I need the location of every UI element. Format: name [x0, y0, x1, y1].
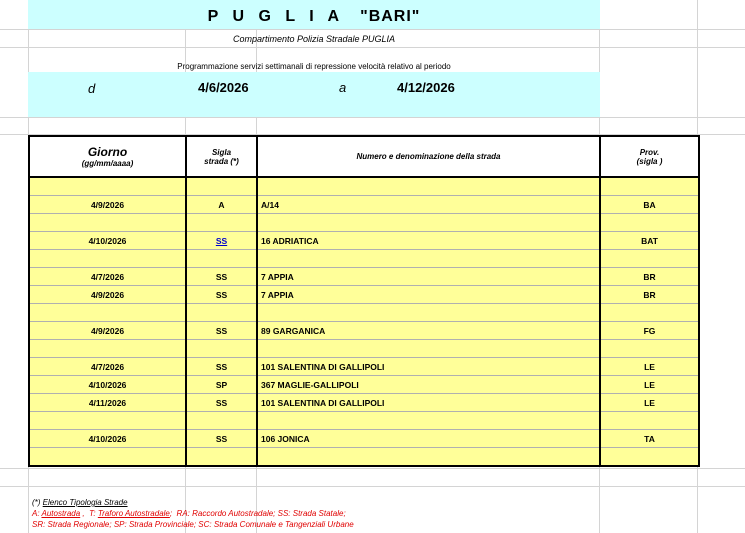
- cell-prov: [600, 412, 699, 430]
- table-row: [29, 376, 699, 394]
- cell-sigla: SS: [186, 286, 257, 304]
- cell-prov: [600, 177, 699, 196]
- cell-sigla: [186, 177, 257, 196]
- cell-prov: [600, 214, 699, 232]
- program-description: Programmazione servizi settimanali di repressione velocità relativo al periodo: [177, 62, 451, 71]
- cell-road: [257, 448, 600, 467]
- table-row: [29, 358, 699, 376]
- cell-prov: FG: [600, 322, 699, 340]
- page-title: [28, 8, 600, 30]
- cell-date: 4/10/2026: [29, 430, 186, 448]
- cell-road: 7 APPIA: [257, 268, 600, 286]
- table-header-row: [29, 136, 699, 177]
- legend-title-line: (*) Elenco Tipologia Strade: [32, 498, 128, 507]
- cell-road: [257, 412, 600, 430]
- gridline: [0, 486, 745, 487]
- legend-title: Elenco Tipologia Strade: [42, 498, 128, 507]
- legend-line-2: SR: Strada Regionale; SP: Strada Provinciale; SC: Strada Comunale e Tangenziali Urbane: [32, 520, 354, 529]
- cell-prov: LE: [600, 376, 699, 394]
- cell-prov: BA: [600, 196, 699, 214]
- legend-line-1: A: Autostrada , T: Traforo Autostradale; RA: Raccordo Autostradale; SS: Strada Statale;: [32, 509, 346, 518]
- cell-road: 7 APPIA: [257, 286, 600, 304]
- cell-prov: LE: [600, 394, 699, 412]
- cell-sigla: SS: [186, 394, 257, 412]
- column-header-prov: Prov. (sigla ): [600, 136, 699, 177]
- cell-prov: TA: [600, 430, 699, 448]
- column-header-sigla: Sigla strada (*): [186, 136, 257, 177]
- period-from-date: 4/6/2026: [198, 80, 249, 95]
- cell-road: [257, 250, 600, 268]
- cell-prov: [600, 304, 699, 322]
- cell-date: 4/7/2026: [29, 268, 186, 286]
- cell-prov: BAT: [600, 232, 699, 250]
- period-from-label: d: [88, 81, 96, 96]
- cell-date: [29, 340, 186, 358]
- cell-date: [29, 214, 186, 232]
- cell-sigla: SS: [186, 430, 257, 448]
- cell-date: [29, 250, 186, 268]
- period-to-date: 4/12/2026: [397, 80, 455, 95]
- cell-road: 101 SALENTINA DI GALLIPOLI: [257, 358, 600, 376]
- column-header-day: Giorno (gg/mm/aaaa): [29, 136, 186, 177]
- cell-sigla: [186, 448, 257, 467]
- cell-road: [257, 177, 600, 196]
- cell-date: [29, 177, 186, 196]
- cell-prov: LE: [600, 358, 699, 376]
- table-row: [29, 250, 699, 268]
- cell-date: [29, 448, 186, 467]
- cell-date: 4/10/2026: [29, 232, 186, 250]
- cell-sigla: SS: [186, 268, 257, 286]
- cell-prov: [600, 340, 699, 358]
- cell-sigla: SP: [186, 376, 257, 394]
- cell-sigla: [186, 250, 257, 268]
- cell-sigla: SS: [186, 358, 257, 376]
- cell-prov: BR: [600, 286, 699, 304]
- gridline: [0, 468, 745, 469]
- cell-road: 367 MAGLIE-GALLIPOLI: [257, 376, 600, 394]
- cell-road: 106 JONICA: [257, 430, 600, 448]
- table-row: [29, 232, 699, 250]
- cell-date: 4/9/2026: [29, 286, 186, 304]
- table-row: [29, 322, 699, 340]
- cell-road: [257, 340, 600, 358]
- cell-sigla: [186, 340, 257, 358]
- speed-control-table: [28, 135, 700, 467]
- table-row: [29, 268, 699, 286]
- table-row: [29, 448, 699, 467]
- cell-sigla: A: [186, 196, 257, 214]
- cell-road: 89 GARGANICA: [257, 322, 600, 340]
- cell-road: A/14: [257, 196, 600, 214]
- cell-date: 4/10/2026: [29, 376, 186, 394]
- cell-road: [257, 214, 600, 232]
- cell-road: 101 SALENTINA DI GALLIPOLI: [257, 394, 600, 412]
- cell-date: 4/9/2026: [29, 322, 186, 340]
- table-row: [29, 412, 699, 430]
- period-background: [28, 72, 600, 117]
- table-row: [29, 196, 699, 214]
- gridline: [0, 47, 745, 48]
- table-row: [29, 177, 699, 196]
- table-row: [29, 286, 699, 304]
- cell-prov: [600, 250, 699, 268]
- cell-prov: [600, 448, 699, 467]
- table-row: [29, 394, 699, 412]
- table-row: [29, 430, 699, 448]
- city-name: "BARI": [360, 8, 421, 25]
- cell-sigla: [186, 304, 257, 322]
- cell-sigla[interactable]: SS: [186, 232, 257, 250]
- cell-sigla: [186, 412, 257, 430]
- table-row: [29, 214, 699, 232]
- cell-prov: BR: [600, 268, 699, 286]
- period-to-label: a: [339, 80, 347, 95]
- cell-sigla: SS: [186, 322, 257, 340]
- cell-date: 4/11/2026: [29, 394, 186, 412]
- cell-date: 4/9/2026: [29, 196, 186, 214]
- cell-date: [29, 412, 186, 430]
- cell-date: [29, 304, 186, 322]
- table-row: [29, 340, 699, 358]
- cell-road: 16 ADRIATICA: [257, 232, 600, 250]
- cell-date: 4/7/2026: [29, 358, 186, 376]
- compartment-subtitle: Compartimento Polizia Stradale PUGLIA: [232, 34, 396, 44]
- road-type-legend: [32, 497, 354, 530]
- table-row: [29, 304, 699, 322]
- gridline: [0, 117, 745, 118]
- cell-sigla: [186, 214, 257, 232]
- column-header-road: Numero e denominazione della strada: [257, 136, 600, 177]
- cell-road: [257, 304, 600, 322]
- region-name: P U G L I A: [207, 8, 345, 25]
